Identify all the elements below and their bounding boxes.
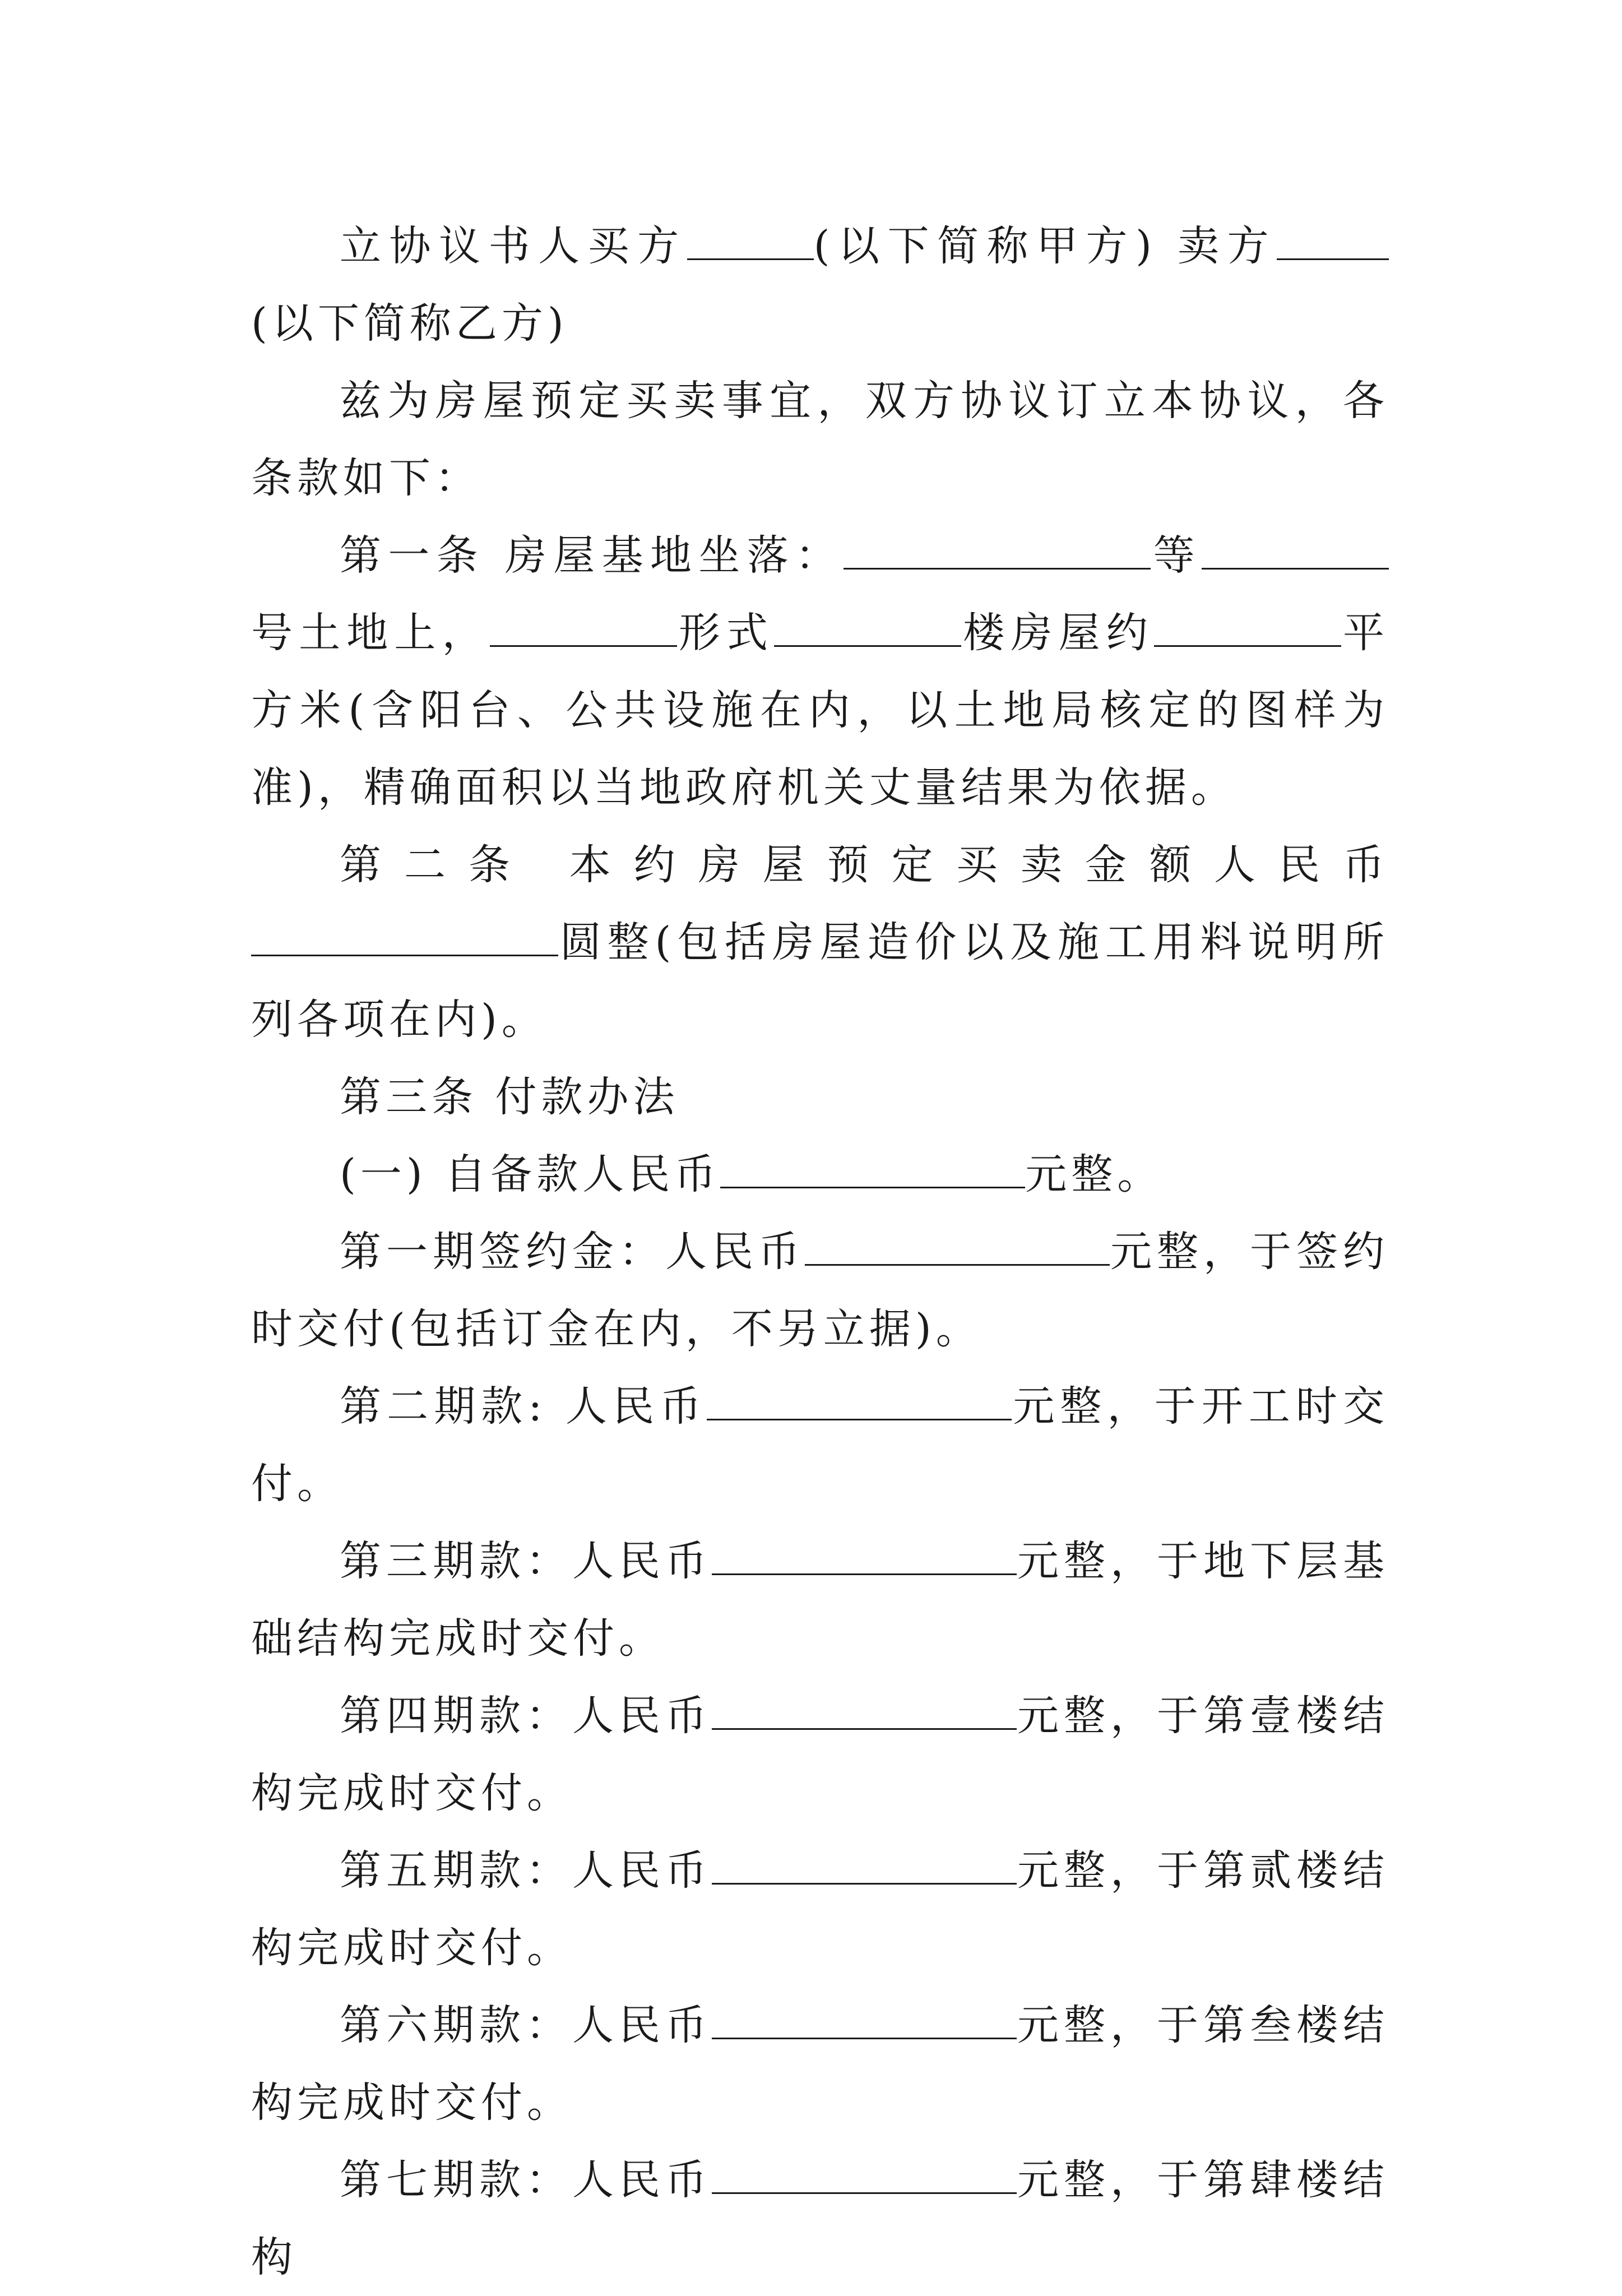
- text-segment: 元整，于地下层基础结构完成时交付。: [251, 1537, 1389, 1663]
- document-page: [251, 207, 1389, 2296]
- paragraph-installment-7: [251, 2141, 1389, 2296]
- blank-seller-field[interactable]: [1277, 225, 1389, 260]
- blank-location-field[interactable]: [844, 534, 1151, 570]
- blank-installment-3-amount[interactable]: [712, 1540, 1017, 1575]
- paragraph-installment-1: [251, 1213, 1389, 1368]
- paragraph-article-1: [251, 517, 1389, 826]
- text-segment: 圆整(包括房屋造价以及施工用料说明所列各项在内)。: [251, 918, 1389, 1044]
- paragraph-article-3: [251, 1058, 1389, 1136]
- blank-self-funded-amount[interactable]: [720, 1153, 1025, 1188]
- blank-area-field[interactable]: [1154, 612, 1341, 647]
- text-segment: 第六期款：人民币: [340, 2001, 712, 2049]
- text-segment: 元整，于第叁楼结构完成时交付。: [251, 2001, 1389, 2127]
- paragraph-installment-2: [251, 1368, 1389, 1522]
- text-segment: (一) 自备款人民币: [340, 1150, 721, 1198]
- text-segment: 元整，于第壹楼结构完成时交付。: [251, 1692, 1389, 1817]
- paragraph-installment-4: [251, 1677, 1389, 1832]
- paragraph-installment-5: [251, 1832, 1389, 1987]
- text-segment: 立协议书人买方: [340, 222, 687, 270]
- text-segment: 第二期款: 人民币: [340, 1382, 707, 1431]
- text-segment: 平方米(含阳台、公共设施在内，以土地局核定的图样为准)，精确面积以当地政府机关丈量结果为依据。: [251, 609, 1389, 812]
- text-segment: 楼房屋约: [961, 609, 1154, 657]
- text-segment: (以下简称甲方) 卖方: [813, 222, 1277, 270]
- text-segment: 号土地上，: [251, 609, 490, 657]
- blank-installment-2-amount[interactable]: [707, 1385, 1012, 1420]
- blank-buyer-field[interactable]: [687, 225, 814, 260]
- blank-installment-4-amount[interactable]: [712, 1695, 1017, 1730]
- blank-lot-number-field[interactable]: [1202, 534, 1389, 570]
- text-segment: 第三条 付款办法: [340, 1073, 679, 1121]
- paragraph-article-2: [251, 826, 1389, 1058]
- blank-installment-6-amount[interactable]: [712, 2004, 1017, 2039]
- blank-installment-1-amount[interactable]: [805, 1230, 1110, 1266]
- text-segment: 元整，于开工时交付。: [251, 1382, 1389, 1508]
- text-segment: 第一期签约金：人民币: [340, 1228, 805, 1276]
- text-segment: 第三期款：人民币: [340, 1537, 712, 1585]
- text-segment: 元整，于签约时交付(包括订金在内，不另立据)。: [251, 1228, 1389, 1353]
- text-segment: 第四期款：人民币: [340, 1692, 712, 1740]
- text-segment: 形式: [676, 609, 775, 657]
- text-segment: 第七期款：人民币: [340, 2156, 712, 2204]
- text-segment: 第五期款：人民币: [340, 1846, 712, 1895]
- blank-installment-5-amount[interactable]: [712, 1849, 1017, 1885]
- text-segment: 第二条 本约房屋预定买卖金额人民币: [340, 841, 1389, 889]
- blank-installment-7-amount[interactable]: [712, 2159, 1017, 2194]
- paragraph-self-funded: [251, 1136, 1389, 1213]
- text-segment: 兹为房屋预定买卖事宜，双方协议订立本协议，各条款如下：: [251, 377, 1389, 502]
- text-segment: 元整，于第肆楼结构: [251, 2156, 1389, 2281]
- blank-total-price-field[interactable]: [251, 921, 558, 956]
- text-segment: (以下简称乙方): [251, 299, 568, 348]
- paragraph-parties: [251, 207, 1389, 362]
- text-segment: 第一条 房屋基地坐落：: [340, 531, 844, 580]
- text-segment: 元整。: [1025, 1150, 1164, 1198]
- blank-structure-field[interactable]: [490, 612, 677, 647]
- paragraph-preamble: [251, 362, 1389, 517]
- paragraph-installment-6: [251, 1987, 1389, 2141]
- paragraph-installment-3: [251, 1522, 1389, 1677]
- blank-floors-field[interactable]: [774, 612, 961, 647]
- text-segment: 等: [1151, 531, 1202, 580]
- text-segment: 元整，于第贰楼结构完成时交付。: [251, 1846, 1389, 1972]
